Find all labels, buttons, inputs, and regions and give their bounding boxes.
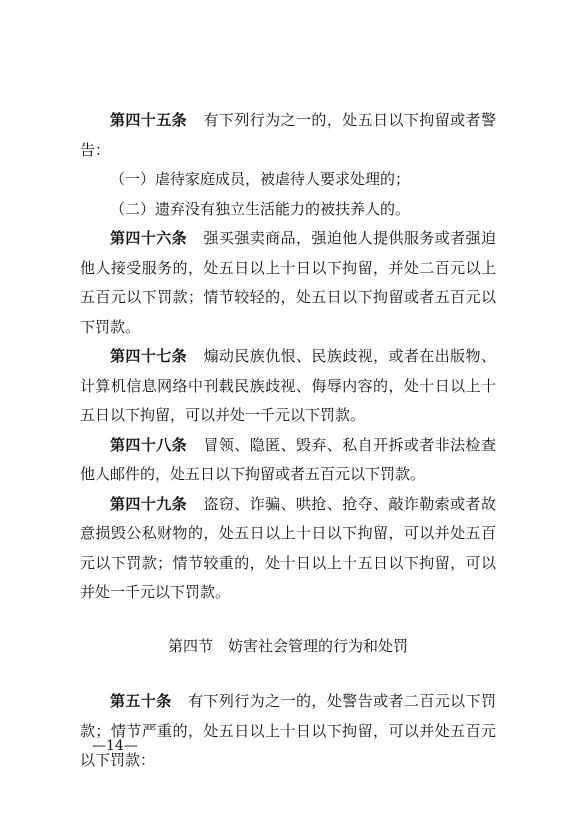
article-48	[80, 431, 496, 490]
article-label: 第四十七条	[110, 347, 188, 365]
article-label: 第四十九条	[110, 494, 188, 513]
document-body	[80, 106, 496, 776]
article-46	[80, 224, 496, 342]
article-text: 盗窃、诈骗、哄抢、抢夺、敲诈勒索或者故意损毁公私财物的，处五日以上十日以下拘留，可以并处五百元以下罚款；情节较重的，处十日以上十五日以下拘留，可以并处一千元以下罚款。	[80, 494, 496, 601]
article-45-item-2: （二）遗弃没有独立生活能力的被扶养人的。	[110, 199, 411, 218]
section-heading: 第四节 妨害社会管理的行为和处罚	[167, 636, 408, 655]
article-45-item-1: （一）虐待家庭成员，被虐待人要求处理的；	[110, 170, 411, 188]
article-label: 第四十五条	[110, 111, 188, 129]
page-number: —14—	[92, 738, 138, 754]
article-49	[80, 490, 496, 608]
article-45	[80, 106, 496, 165]
article-text: 强买强卖商品，强迫他人提供服务或者强迫他人接受服务的，处五日以上十日以下拘留，并处二百元以上五百元以下罚款；情节较轻的，处五日以下拘留或者五百元以下罚款。	[80, 229, 496, 336]
article-text: 有下列行为之一的，处五日以下拘留或者警告：	[80, 111, 496, 159]
article-label: 第四十八条	[110, 435, 188, 454]
article-label: 第五十条	[110, 692, 172, 710]
article-47	[80, 342, 496, 431]
article-text: 冒领、隐匿、毁弃、私自开拆或者非法检查他人邮件的，处五日以下拘留或者五百元以下罚款。	[80, 435, 496, 483]
article-50	[80, 687, 496, 776]
article-text: 煽动民族仇恨、民族歧视，或者在出版物、计算机信息网络中刊载民族歧视、侮辱内容的，处十日以上十五日以下拘留，可以并处一千元以下罚款。	[80, 347, 496, 424]
article-label: 第四十六条	[110, 229, 188, 247]
article-text: 有下列行为之一的，处警告或者二百元以下罚款；情节严重的，处五日以上十日以下拘留，可以并处五百元以下罚款：	[80, 692, 496, 769]
